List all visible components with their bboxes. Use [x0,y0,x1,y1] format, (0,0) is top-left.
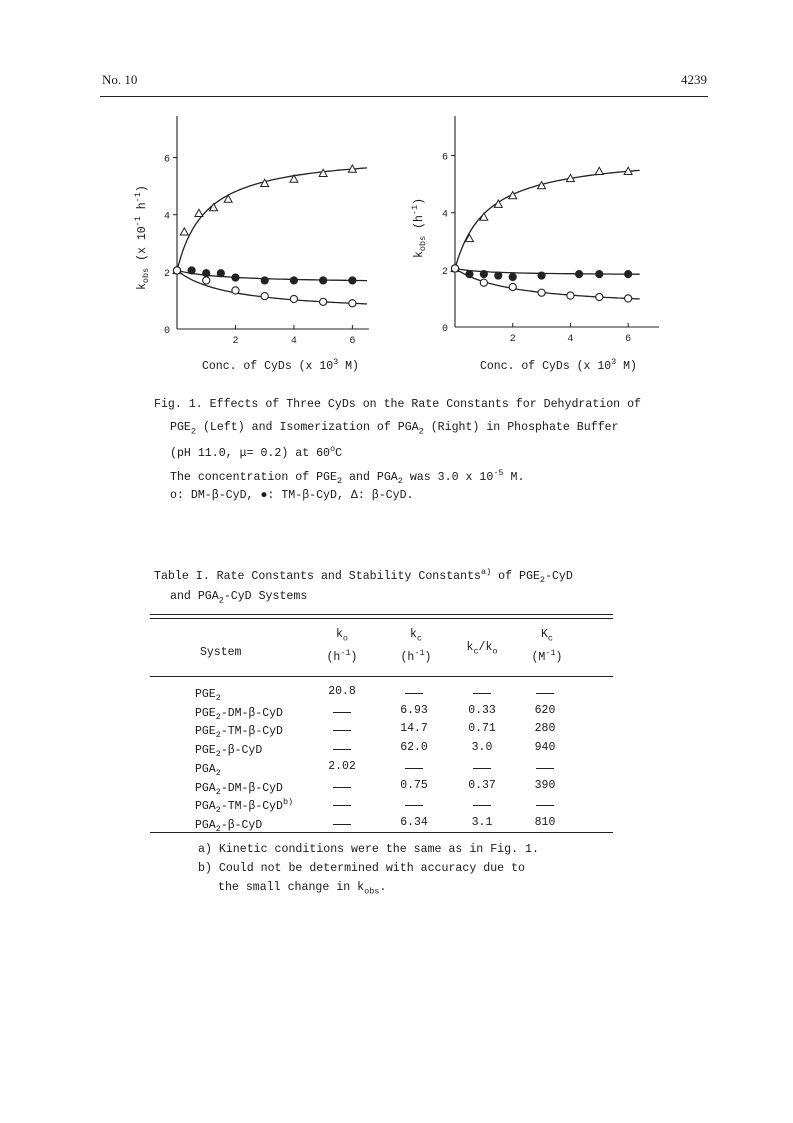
y-tick-label: 4 [441,209,448,221]
data-point-tm-beta-cyd [466,271,473,278]
data-point-dm-beta-cyd [625,295,632,302]
data-point-tm-beta-cyd [596,271,603,278]
table-row-system: $PGA_2-DM-\beta$-CyD [195,781,283,798]
header-rule [100,96,708,97]
table-row-system: $PGE_2$ [195,687,221,704]
data-point-tm-beta-cyd [509,273,516,280]
table-cell-dash [405,768,423,769]
table-caption-line-2: and $PGA_2$-CyD Systems [170,590,308,606]
y-tick-label: 2 [163,268,170,280]
table-cell-kc: 280 [534,722,556,735]
figure-legend-key: o: DM-β-CyD, ●: TM-β-CyD, Δ: β-CyD. [170,489,414,502]
table-cell-dash [473,693,491,694]
figure-caption-line-3: (pH 11.0, μ= 0.2) at 60$^o$C [170,444,343,460]
data-point-tm-beta-cyd [232,274,239,281]
tick-label-origin: 0 [163,326,170,337]
figure-caption-line-4: The concentration of $PGE_2$ and $PGA_2$ was 3.0 x $10^{-5}$ M. [170,468,525,487]
data-point-dm-beta-cyd [538,289,545,296]
table-row-system: $PGE_2-TM-\beta$-CyD [195,724,283,741]
table-cell-kc: 14.7 [400,722,428,735]
data-point-dm-beta-cyd [173,267,180,274]
data-point-dm-beta-cyd [203,277,210,284]
left-x-axis-label: Conc. of CyDs (x $10^3$ M) [202,357,359,373]
table-cell-dash [473,768,491,769]
data-point-dm-beta-cyd [232,287,239,294]
data-point-tm-beta-cyd [349,277,356,284]
table-cell-dash [333,824,351,825]
table-header-kc: $k_c$ $(h^{-1})$ [400,628,432,665]
data-point-beta-cyd [180,228,188,235]
table-footnote-b-line-2: the small change in $k_{obs}$. [218,881,387,897]
table-row-system: $PGE_2-DM-\beta$-CyD [195,706,283,723]
table-cell-ratio: 0.33 [468,704,496,717]
table-caption-line-1: Table I. Rate Constants and Stability Constants$^{a)}$ of $PGE_2$-CyD [154,567,573,586]
data-point-beta-cyd [595,167,603,174]
table-row-system: $PGA_2$ [195,762,221,779]
table-top-rule [150,614,613,615]
data-point-tm-beta-cyd [495,272,502,279]
table-cell-kc: 6.34 [400,816,428,829]
table-header-system: System [200,646,242,659]
table-cell-kc: 810 [534,816,556,829]
data-point-dm-beta-cyd [290,295,297,302]
table-cell-dash [473,805,491,806]
table-footnote-b-line-1: b) Could not be determined with accuracy due to [198,862,525,875]
table-cell-kc: 0.75 [400,779,428,792]
data-point-dm-beta-cyd [480,279,487,286]
page-number: 4239 [681,72,707,87]
data-point-dm-beta-cyd [451,265,458,272]
data-point-tm-beta-cyd [290,277,297,284]
table-cell-dash [333,787,351,788]
data-point-beta-cyd [195,209,203,216]
data-point-tm-beta-cyd [217,270,224,277]
x-tick-label: 2 [232,336,239,347]
table-cell-ratio: 0.71 [468,722,496,735]
data-point-beta-cyd [319,169,327,176]
data-point-tm-beta-cyd [203,270,210,277]
table-cell-dash [536,768,554,769]
figure-caption-line-1: Fig. 1. Effects of Three CyDs on the Rate Constants for Dehydration of [154,398,642,411]
data-point-dm-beta-cyd [349,300,356,307]
x-tick-label: 6 [625,334,632,345]
table-cell-dash [333,749,351,750]
x-tick-label: 4 [567,334,574,345]
table-cell-ratio: 3.0 [471,741,493,754]
y-tick-label: 4 [163,211,170,223]
right-x-axis-label: Conc. of CyDs (x $10^3$ M) [480,357,637,373]
table-cell-ko: 2.02 [328,760,356,773]
table-footnote-a: a) Kinetic conditions were the same as in Fig. 1. [198,843,539,856]
x-tick-label: 4 [290,336,297,347]
table-row-system: $PGE_2-\beta$-CyD [195,743,263,760]
y-tick-label: 2 [441,266,448,278]
table-cell-dash [405,693,423,694]
figure-caption-line-2: $PGE_2$ (Left) and Isomerization of $PGA_2$ (Right) in Phosphate Buffer [170,421,619,437]
right-chart-pga2-isomerization [405,110,675,350]
table-cell-dash [405,805,423,806]
table-cell-dash [333,712,351,713]
data-point-tm-beta-cyd [320,277,327,284]
table-cell-dash [333,730,351,731]
data-point-dm-beta-cyd [567,292,574,299]
table-cell-ratio: 3.1 [471,816,493,829]
data-point-dm-beta-cyd [320,298,327,305]
left-chart-pge2-dehydration [130,110,390,350]
table-cell-ko: 20.8 [328,685,356,698]
table-cell-dash [536,805,554,806]
data-point-tm-beta-cyd [188,267,195,274]
table-cell-kc: 620 [534,704,556,717]
table-cell-dash [536,693,554,694]
data-point-tm-beta-cyd [538,272,545,279]
table-cell-ratio: 0.37 [468,779,496,792]
y-tick-label: 6 [163,154,170,166]
left-y-axis-label: $k_{obs}$ (x $10^{-1}$ $h^{-1}$) [133,185,152,290]
table-cell-kc: 62.0 [400,741,428,754]
table-header-Kc: $K_c$ $(M^{-1})$ [531,628,563,665]
tick-label-origin: 0 [441,324,448,335]
journal-issue-number: No. 10 [102,72,138,87]
table-header-rule [150,676,613,677]
table-header-ko: $k_o$ $(h^{-1})$ [326,628,358,665]
data-point-tm-beta-cyd [625,271,632,278]
y-tick-label: 6 [441,152,448,164]
table-top-rule-2 [150,618,613,619]
table-cell-dash [333,805,351,806]
table-cell-kc: 940 [534,741,556,754]
table-header-kc-over-ko: $k_c/k_o$ [466,641,498,657]
right-y-axis-label: $k_{obs}$ $(h^{-1})$ [410,197,429,258]
x-tick-label: 2 [509,334,516,345]
data-point-dm-beta-cyd [596,293,603,300]
data-point-tm-beta-cyd [575,271,582,278]
data-point-dm-beta-cyd [261,293,268,300]
data-point-tm-beta-cyd [261,277,268,284]
table-cell-kc: 390 [534,779,556,792]
fit-curve-cyd [177,168,367,271]
data-point-tm-beta-cyd [480,271,487,278]
x-tick-label: 6 [349,336,356,347]
table-row-system: $PGA_2-\beta$-CyD [195,818,263,835]
data-point-dm-beta-cyd [509,283,516,290]
table-row-system: $PGA_2-TM-\beta-CyD^{b)}$ [195,797,294,816]
table-cell-kc: 6.93 [400,704,428,717]
